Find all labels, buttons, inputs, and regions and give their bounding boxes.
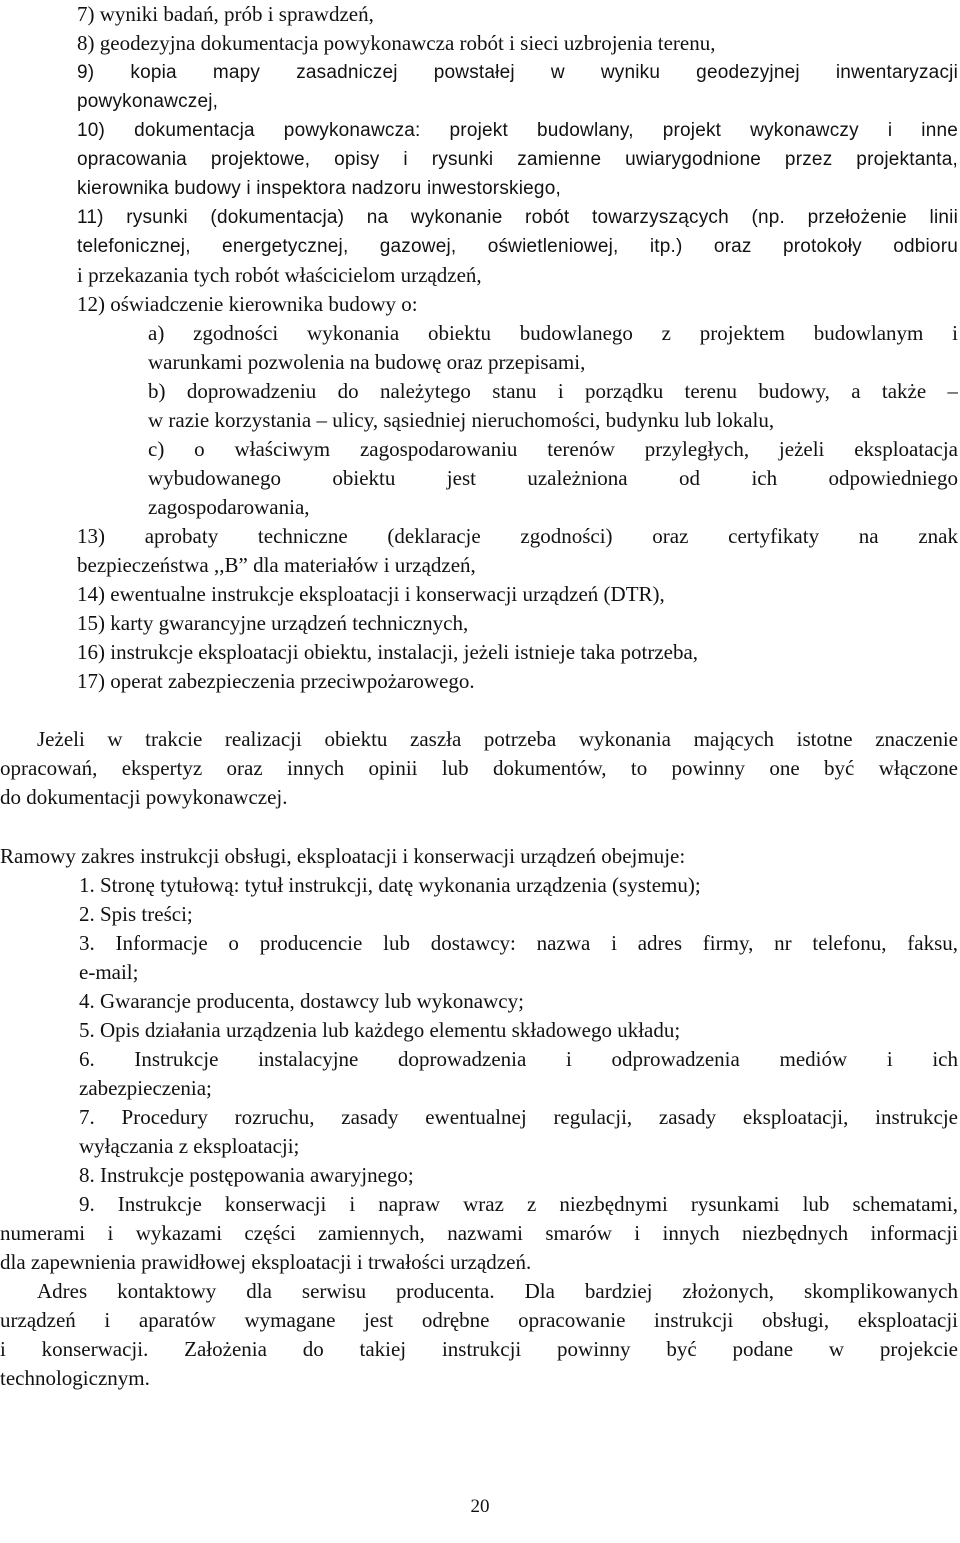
instructions-scope-section bbox=[0, 842, 958, 1277]
list-item-12b-line2: w razie korzystania – ulicy, sąsiedniej nieruchomości, budynku lub lokalu, bbox=[148, 408, 775, 432]
list-item-8: 8) geodezyjna dokumentacja powykonawcza robót i sieci uzbrojenia terenu, bbox=[77, 31, 716, 55]
contact-paragraph-line2: urządzeń i aparatów wymagane jest odrębne opracowanie instrukcji obsługi, eksploatacji bbox=[0, 1308, 958, 1332]
contact-paragraph-line1: Adres kontaktowy dla serwisu producenta. Dla bardziej złożonych, skomplikowanych bbox=[37, 1279, 958, 1303]
scope-item-9-line2: numerami i wykazami części zamiennych, nazwami smarów i innych niezbędnych informacji bbox=[0, 1221, 958, 1245]
expertise-paragraph-line3: do dokumentacji powykonawczej. bbox=[0, 785, 288, 809]
list-item-13-line2: bezpieczeństwa ,,B” dla materiałów i urządzeń, bbox=[77, 553, 476, 577]
list-item-12b-line1: b) doprowadzeniu do należytego stanu i porządku terenu budowy, a także – bbox=[148, 379, 958, 403]
list-item-16: 16) instrukcje eksploatacji obiektu, instalacji, jeżeli istnieje taka potrzeba, bbox=[77, 640, 699, 664]
list-item-7: 7) wyniki badań, prób i sprawdzeń, bbox=[77, 2, 374, 26]
list-item-10-line2: opracowania projektowe, opisy i rysunki zamienne uwiarygodnione przez projektanta, bbox=[77, 149, 958, 170]
scope-item-4: 4. Gwarancje producenta, dostawcy lub wykonawcy; bbox=[79, 989, 524, 1013]
list-item-12a-line1: a) zgodności wykonania obiektu budowlanego z projektem budowlanym i bbox=[148, 321, 958, 345]
scope-item-1: 1. Stronę tytułową: tytuł instrukcji, datę wykonania urządzenia (systemu); bbox=[79, 873, 701, 897]
list-item-17: 17) operat zabezpieczenia przeciwpożarowego. bbox=[77, 669, 475, 693]
page-number: 20 bbox=[470, 1496, 490, 1517]
list-item-11-line3: i przekazania tych robót właścicielom urządzeń, bbox=[77, 263, 482, 287]
list-item-11-line1: 11) rysunki (dokumentacja) na wykonanie robót towarzyszących (np. przełożenie linii bbox=[77, 207, 958, 228]
as-built-documents-list bbox=[0, 0, 958, 696]
scope-item-6-line1: 6. Instrukcje instalacyjne doprowadzenia i odprowadzenia mediów i ich bbox=[79, 1047, 958, 1071]
scope-item-7-line2: wyłączania z eksploatacji; bbox=[79, 1134, 300, 1158]
scope-item-9-line1: 9. Instrukcje konserwacji i napraw wraz z niezbędnymi rysunkami lub schematami, bbox=[79, 1192, 958, 1216]
list-item-12c-line1: c) o właściwym zagospodarowaniu terenów przyległych, jeżeli eksploatacja bbox=[148, 437, 958, 461]
list-item-12a-line2: warunkami pozwolenia na budowę oraz przepisami, bbox=[148, 350, 586, 374]
instructions-scope-intro: Ramowy zakres instrukcji obsługi, eksploatacji i konserwacji urządzeń obejmuje: bbox=[0, 844, 686, 868]
contact-paragraph-line4: technologicznym. bbox=[0, 1366, 150, 1390]
list-item-15: 15) karty gwarancyjne urządzeń technicznych, bbox=[77, 611, 469, 635]
expertise-paragraph bbox=[0, 725, 958, 812]
scope-item-6-line2: zabezpieczenia; bbox=[79, 1076, 212, 1100]
list-item-9-line1: 9) kopia mapy zasadniczej powstałej w wyniku geodezyjnej inwentaryzacji bbox=[77, 62, 958, 83]
scope-item-5: 5. Opis działania urządzenia lub każdego elementu składowego układu; bbox=[79, 1018, 681, 1042]
list-item-13-line1: 13) aprobaty techniczne (deklaracje zgodności) oraz certyfikaty na znak bbox=[77, 524, 958, 548]
list-item-12c-line3: zagospodarowania, bbox=[148, 495, 310, 519]
list-item-12: 12) oświadczenie kierownika budowy o: bbox=[77, 292, 418, 316]
contact-paragraph-line3: i konserwacji. Założenia do takiej instrukcji powinny być podane w projekcie bbox=[0, 1337, 958, 1361]
list-item-12c-line2: wybudowanego obiektu jest uzależniona od ich odpowiedniego bbox=[148, 466, 958, 490]
scope-item-9-line3: dla zapewnienia prawidłowej eksploatacji i trwałości urządzeń. bbox=[0, 1250, 532, 1274]
list-item-14: 14) ewentualne instrukcje eksploatacji i konserwacji urządzeń (DTR), bbox=[77, 582, 665, 606]
scope-item-3-line1: 3. Informacje o producencie lub dostawcy: nazwa i adres firmy, nr telefonu, faksu, bbox=[79, 931, 958, 955]
list-item-10-line1: 10) dokumentacja powykonawcza: projekt budowlany, projekt wykonawczy i inne bbox=[77, 120, 958, 141]
scope-item-3-line2: e-mail; bbox=[79, 960, 139, 984]
scope-item-7-line1: 7. Procedury rozruchu, zasady ewentualnej regulacji, zasady eksploatacji, instrukcje bbox=[79, 1105, 958, 1129]
list-item-9-line2: powykonawczej, bbox=[77, 91, 219, 112]
list-item-10-line3: kierownika budowy i inspektora nadzoru inwestorskiego, bbox=[77, 178, 561, 199]
expertise-paragraph-line1: Jeżeli w trakcie realizacji obiektu zaszła potrzeba wykonania mających istotne znaczenie bbox=[37, 727, 958, 751]
scope-item-8: 8. Instrukcje postępowania awaryjnego; bbox=[79, 1163, 414, 1187]
list-item-11-line2: telefonicznej, energetycznej, gazowej, oświetleniowej, itp.) oraz protokoły odbioru bbox=[77, 236, 958, 257]
expertise-paragraph-line2: opracowań, ekspertyz oraz innych opinii lub dokumentów, to powinny one być włączone bbox=[0, 756, 958, 780]
scope-item-2: 2. Spis treści; bbox=[79, 902, 193, 926]
contact-paragraph bbox=[0, 1277, 958, 1393]
